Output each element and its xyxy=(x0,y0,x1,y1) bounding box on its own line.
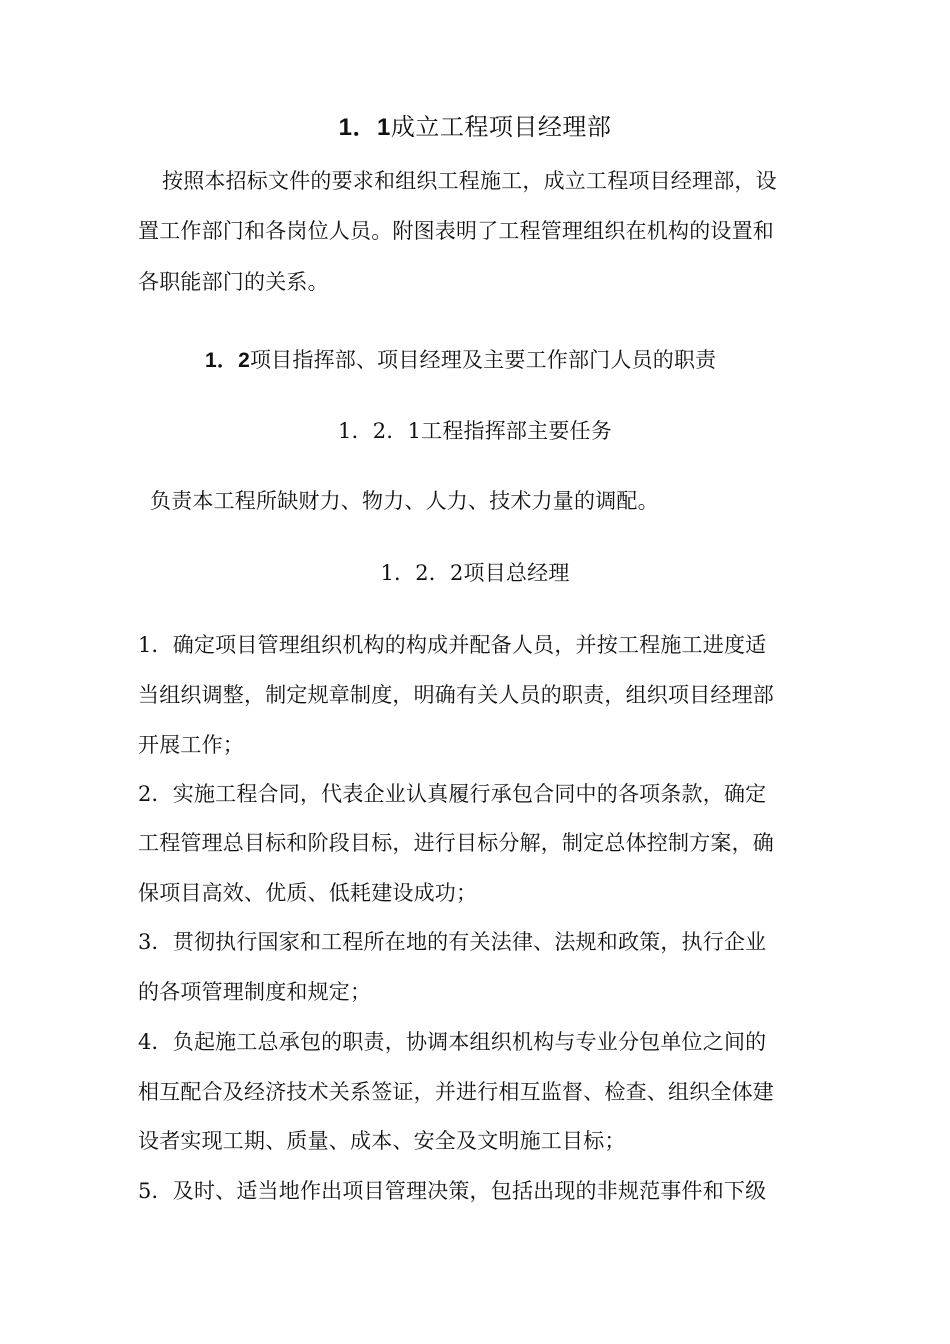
list-item-4-line-3: 设者实现工期、质量、成本、安全及文明施工目标； xyxy=(138,1129,626,1153)
heading-1-1-number: 1．1 xyxy=(338,114,391,141)
paragraph-1-1-line-3: 各职能部门的关系。 xyxy=(138,270,329,294)
list-item-2-line-3: 保项目高效、优质、低耗建设成功； xyxy=(138,881,478,905)
heading-1-2-number: 1．2 xyxy=(205,349,250,372)
list-item-3-line-1: 3．贯彻执行国家和工程所在地的有关法律、法规和政策，执行企业 xyxy=(138,930,767,954)
paragraph-1-1-line-2: 置工作部门和各岗位人员。附图表明了工程管理组织在机构的设置和 xyxy=(138,219,774,243)
heading-1-2-1: 1．2．1工程指挥部主要任务 xyxy=(338,419,612,443)
list-item-4-line-2: 相互配合及经济技术关系签证，并进行相互监督、检查、组织全体建 xyxy=(138,1080,774,1104)
list-item-3-line-2: 的各项管理制度和规定； xyxy=(138,980,372,1004)
heading-1-1-title: 成立工程项目经理部 xyxy=(390,113,612,141)
heading-1-2-title: 项目指挥部、项目经理及主要工作部门人员的职责 xyxy=(249,348,717,372)
paragraph-1-2-1: 负责本工程所缺财力、物力、人力、技术力量的调配。 xyxy=(150,489,659,513)
heading-1-2-2: 1．2．2项目总经理 xyxy=(380,561,570,585)
list-item-1-line-2: 当组织调整，制定规章制度，明确有关人员的职责，组织项目经理部 xyxy=(138,683,774,707)
list-item-4-line-1: 4．负起施工总承包的职责，协调本组织机构与专业分包单位之间的 xyxy=(138,1030,767,1054)
list-item-1-line-3: 开展工作； xyxy=(138,733,244,757)
paragraph-1-1-line-1: 按照本招标文件的要求和组织工程施工，成立工程项目经理部，设 xyxy=(162,169,777,193)
list-item-2-line-1: 2．实施工程合同，代表企业认真履行承包合同中的各项条款，确定 xyxy=(138,782,767,806)
list-item-2-line-2: 工程管理总目标和阶段目标，进行目标分解，制定总体控制方案，确 xyxy=(138,831,774,855)
heading-1-2 xyxy=(205,345,895,376)
list-item-5-line-1: 5．及时、适当地作出项目管理决策，包括出现的非规范事件和下级 xyxy=(138,1179,767,1203)
heading-1-1 xyxy=(100,112,850,143)
list-item-1-line-1: 1．确定项目管理组织机构的构成并配备人员，并按工程施工进度适 xyxy=(138,633,767,657)
